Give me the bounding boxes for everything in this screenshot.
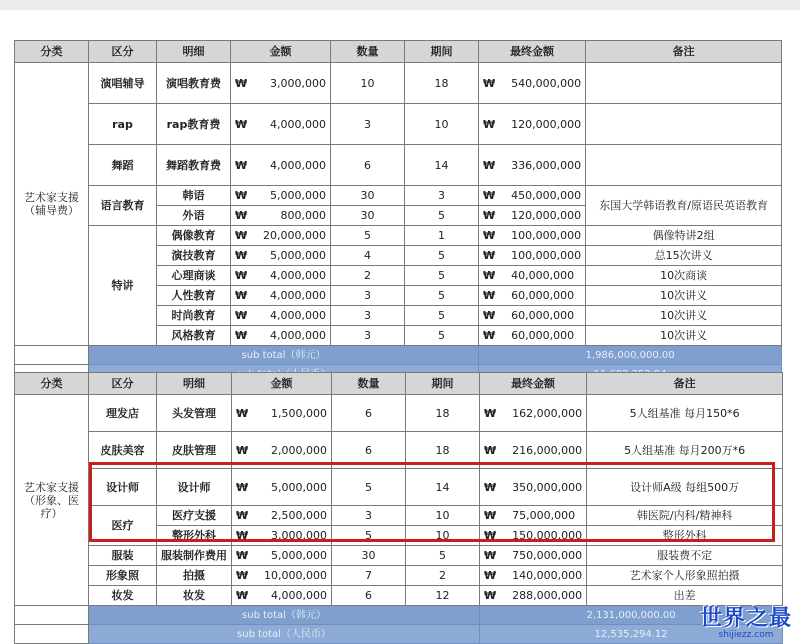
qty-cell: 3 (331, 104, 405, 145)
amount-cell-value: 5,000,000 (271, 480, 327, 494)
currency-symbol: ₩ (483, 269, 496, 282)
final-cell (479, 266, 586, 286)
col-category: 分类 (15, 373, 89, 395)
subtotal-blank (15, 606, 89, 625)
final-cell (479, 206, 586, 226)
currency-symbol: ₩ (236, 480, 249, 494)
amount-cell-value: 4,000,000 (270, 309, 326, 322)
amount-cell-value: 4,000,000 (270, 269, 326, 282)
currency-symbol: ₩ (235, 289, 248, 302)
final-cell-value: 60,000,000 (511, 289, 575, 302)
detail-cell: 皮肤管理 (157, 432, 232, 469)
watermark-title: 世界之最 (699, 606, 792, 631)
period-cell: 5 (405, 266, 479, 286)
final-cell (480, 546, 587, 566)
currency-symbol: ₩ (484, 549, 497, 562)
qty-cell: 30 (332, 546, 406, 566)
currency-symbol: ₩ (235, 249, 248, 262)
subtotal-value: 1,986,000,000.00 (479, 346, 782, 365)
currency-symbol: ₩ (483, 209, 496, 222)
currency-symbol: ₩ (235, 229, 248, 242)
subtotal-row (15, 625, 783, 644)
group-cell: 服装 (89, 546, 157, 566)
qty-cell: 6 (332, 432, 406, 469)
note-cell (586, 63, 782, 104)
note-cell (586, 104, 782, 145)
final-cell (479, 326, 586, 346)
subtotal-value: 12,535,294.12 (480, 625, 783, 644)
detail-cell: 整形外科 (157, 526, 232, 546)
currency-symbol: ₩ (235, 209, 248, 222)
note-cell: 10次商谈 (586, 266, 782, 286)
currency-symbol: ₩ (483, 189, 496, 202)
period-cell: 1 (405, 226, 479, 246)
note-cell: 韩医院/内科/精神科 (587, 506, 783, 526)
qty-cell: 2 (331, 266, 405, 286)
highlight-box (89, 462, 775, 542)
currency-symbol: ₩ (484, 406, 497, 420)
final-cell (479, 306, 586, 326)
qty-cell: 10 (331, 63, 405, 104)
amount-cell (231, 226, 331, 246)
currency-symbol: ₩ (236, 509, 249, 522)
amount-cell (232, 546, 332, 566)
note-cell: 5人组基准 每月200万*6 (587, 432, 783, 469)
qty-cell: 3 (332, 506, 406, 526)
site-watermark (700, 601, 792, 640)
col-period: 期间 (406, 373, 480, 395)
group-cell: rap (89, 104, 157, 145)
final-cell-value: 100,000,000 (511, 249, 582, 262)
currency-symbol: ₩ (483, 158, 496, 172)
note-cell: 出差 (587, 586, 783, 606)
amount-cell (231, 326, 331, 346)
note-cell: 偶像特讲2组 (586, 226, 782, 246)
note-cell: 10次讲义 (586, 306, 782, 326)
currency-symbol: ₩ (483, 249, 496, 262)
currency-symbol: ₩ (483, 117, 496, 131)
detail-cell: 心理商谈 (157, 266, 231, 286)
detail-cell: 时尚教育 (157, 306, 231, 326)
amount-cell-value: 2,500,000 (271, 509, 327, 522)
currency-symbol: ₩ (235, 117, 248, 131)
period-cell: 5 (405, 286, 479, 306)
detail-cell: 演唱教育费 (157, 63, 231, 104)
category-cell: 艺术家支援 （辅导费） (15, 63, 89, 346)
col-note: 备注 (587, 373, 783, 395)
amount-cell-value: 5,000,000 (270, 249, 326, 262)
final-cell-value: 216,000,000 (512, 443, 583, 457)
amount-cell-value: 5,000,000 (270, 189, 326, 202)
col-note: 备注 (586, 41, 782, 63)
amount-cell (231, 206, 331, 226)
final-cell (480, 566, 587, 586)
final-cell-value: 120,000,000 (511, 117, 582, 131)
amount-cell-value: 1,500,000 (271, 406, 327, 420)
qty-cell: 30 (331, 186, 405, 206)
qty-cell: 3 (331, 286, 405, 306)
detail-cell: rap教育费 (157, 104, 231, 145)
table-row (15, 395, 783, 432)
note-cell: 整形外科 (587, 526, 783, 546)
qty-cell: 6 (332, 395, 406, 432)
final-cell (480, 395, 587, 432)
qty-cell: 5 (332, 526, 406, 546)
table-row (15, 226, 782, 246)
qty-cell: 6 (332, 586, 406, 606)
final-cell (479, 104, 586, 145)
note-cell: 5人组基准 每月150*6 (587, 395, 783, 432)
qty-cell: 4 (331, 246, 405, 266)
final-cell-value: 288,000,000 (512, 589, 583, 602)
final-cell-value: 100,000,000 (511, 229, 582, 242)
amount-cell-value: 4,000,000 (271, 589, 327, 602)
note-cell: 总15次讲义 (586, 246, 782, 266)
currency-symbol: ₩ (235, 189, 248, 202)
currency-symbol: ₩ (484, 569, 497, 582)
subtotal-blank (15, 625, 89, 644)
subtotal-label: sub total（人民币） (89, 625, 480, 644)
group-cell: 舞蹈 (89, 145, 157, 186)
period-cell: 5 (406, 546, 480, 566)
qty-cell: 5 (331, 226, 405, 246)
currency-symbol: ₩ (484, 480, 497, 494)
group-cell: 语言教育 (89, 186, 157, 226)
table-row (15, 145, 782, 186)
currency-symbol: ₩ (483, 329, 496, 342)
subtotal-row (15, 606, 783, 625)
col-amount: 金额 (231, 41, 331, 63)
currency-symbol: ₩ (235, 309, 248, 322)
period-cell: 5 (405, 306, 479, 326)
detail-cell: 偶像教育 (157, 226, 231, 246)
amount-cell-value: 5,000,000 (271, 549, 327, 562)
currency-symbol: ₩ (236, 529, 249, 542)
subtotal-blank (15, 346, 89, 365)
detail-cell: 医疗支援 (157, 506, 232, 526)
period-cell: 5 (405, 246, 479, 266)
col-amount: 金额 (232, 373, 332, 395)
amount-cell-value: 4,000,000 (270, 117, 326, 131)
amount-cell (231, 186, 331, 206)
group-cell: 特讲 (89, 226, 157, 346)
note-cell: 服装费不定 (587, 546, 783, 566)
period-cell: 14 (406, 469, 480, 506)
group-cell: 理发店 (89, 395, 157, 432)
period-cell: 10 (406, 526, 480, 546)
currency-symbol: ₩ (235, 329, 248, 342)
final-cell-value: 540,000,000 (511, 76, 582, 90)
currency-symbol: ₩ (235, 158, 248, 172)
detail-cell: 拍摄 (157, 566, 232, 586)
period-cell: 14 (405, 145, 479, 186)
group-cell: 医疗 (89, 506, 157, 546)
currency-symbol: ₩ (484, 589, 497, 602)
note-cell: 设计师A级 每组500万 (587, 469, 783, 506)
note-cell: 10次讲义 (586, 286, 782, 306)
period-cell: 18 (406, 432, 480, 469)
currency-symbol: ₩ (236, 589, 249, 602)
amount-cell-value: 4,000,000 (270, 289, 326, 302)
col-qty: 数量 (332, 373, 406, 395)
amount-cell (231, 63, 331, 104)
period-cell: 5 (405, 326, 479, 346)
final-cell-value: 336,000,000 (511, 158, 582, 172)
table-header-row (15, 41, 782, 63)
final-cell-value: 60,000,000 (511, 329, 575, 342)
detail-cell: 妆发 (157, 586, 232, 606)
col-group: 区分 (89, 41, 157, 63)
currency-symbol: ₩ (483, 309, 496, 322)
currency-symbol: ₩ (484, 529, 497, 542)
final-cell (479, 286, 586, 306)
currency-symbol: ₩ (236, 569, 249, 582)
col-qty: 数量 (331, 41, 405, 63)
detail-cell: 服装制作费用 (157, 546, 232, 566)
final-cell (479, 145, 586, 186)
period-cell: 10 (405, 104, 479, 145)
final-cell (479, 226, 586, 246)
table-row (15, 63, 782, 104)
final-cell (479, 246, 586, 266)
col-group: 区分 (89, 373, 157, 395)
note-cell: 艺术家个人形象照拍摄 (587, 566, 783, 586)
currency-symbol: ₩ (484, 509, 497, 522)
category-cell: 艺术家支援 （形象、医疗） (15, 395, 89, 606)
col-final: 最终金额 (480, 373, 587, 395)
table-row (15, 104, 782, 145)
final-cell (479, 63, 586, 104)
group-cell: 皮肤美容 (89, 432, 157, 469)
currency-symbol: ₩ (484, 443, 497, 457)
period-cell: 18 (406, 395, 480, 432)
col-detail: 明细 (157, 373, 232, 395)
currency-symbol: ₩ (483, 289, 496, 302)
detail-cell: 设计师 (157, 469, 232, 506)
currency-symbol: ₩ (483, 76, 496, 90)
top-strip (0, 0, 800, 10)
period-cell: 18 (405, 63, 479, 104)
final-cell-value: 140,000,000 (512, 569, 583, 582)
col-period: 期间 (405, 41, 479, 63)
subtotal-row (15, 346, 782, 365)
currency-symbol: ₩ (236, 406, 249, 420)
amount-cell (232, 395, 332, 432)
table-row (15, 186, 782, 206)
col-final: 最终金额 (479, 41, 586, 63)
qty-cell: 30 (331, 206, 405, 226)
detail-cell: 头发管理 (157, 395, 232, 432)
amount-cell (232, 586, 332, 606)
note-cell: 东国大学韩语教育/原语民英语教育 (586, 186, 782, 226)
note-cell: 10次讲义 (586, 326, 782, 346)
amount-cell (231, 266, 331, 286)
amount-cell-value: 4,000,000 (270, 329, 326, 342)
table-row (15, 566, 783, 586)
currency-symbol: ₩ (483, 229, 496, 242)
currency-symbol: ₩ (235, 76, 248, 90)
amount-cell-value: 4,000,000 (270, 158, 326, 172)
budget-table-coaching (14, 40, 782, 384)
detail-cell: 人性教育 (157, 286, 231, 306)
col-category: 分类 (15, 41, 89, 63)
subtotal-label: sub total（韩元） (89, 346, 479, 365)
currency-symbol: ₩ (236, 443, 249, 457)
period-cell: 10 (406, 506, 480, 526)
period-cell: 5 (405, 206, 479, 226)
currency-symbol: ₩ (236, 549, 249, 562)
final-cell-value: 450,000,000 (511, 189, 582, 202)
qty-cell: 6 (331, 145, 405, 186)
amount-cell (231, 246, 331, 266)
final-cell-value: 150,000,000 (512, 529, 583, 542)
amount-cell (231, 306, 331, 326)
table-row (15, 546, 783, 566)
detail-cell: 风格教育 (157, 326, 231, 346)
group-cell: 设计师 (89, 469, 157, 506)
period-cell: 3 (405, 186, 479, 206)
final-cell-value: 162,000,000 (512, 406, 583, 420)
amount-cell (231, 104, 331, 145)
final-cell-value: 40,000,000 (511, 269, 575, 282)
detail-cell: 舞蹈教育费 (157, 145, 231, 186)
amount-cell (231, 145, 331, 186)
qty-cell: 3 (331, 326, 405, 346)
table-header-row (15, 373, 783, 395)
watermark-url: shijiezz.com (718, 630, 774, 640)
subtotal-label: sub total（韩元） (89, 606, 480, 625)
qty-cell: 3 (331, 306, 405, 326)
amount-cell-value: 20,000,000 (263, 229, 326, 242)
final-cell (480, 586, 587, 606)
amount-cell (232, 566, 332, 586)
final-cell-value: 60,000,000 (511, 309, 575, 322)
amount-cell-value: 3,000,000 (270, 76, 326, 90)
final-cell-value: 350,000,000 (512, 480, 583, 494)
amount-cell-value: 2,000,000 (271, 443, 327, 457)
final-cell-value: 75,000,000 (512, 509, 576, 522)
final-cell (479, 186, 586, 206)
col-detail: 明细 (157, 41, 231, 63)
group-cell: 妆发 (89, 586, 157, 606)
qty-cell: 5 (332, 469, 406, 506)
final-cell-value: 750,000,000 (512, 549, 583, 562)
table-row (15, 586, 783, 606)
amount-cell (231, 286, 331, 306)
detail-cell: 演技教育 (157, 246, 231, 266)
currency-symbol: ₩ (235, 269, 248, 282)
amount-cell-value: 800,000 (280, 209, 326, 222)
detail-cell: 韩语 (157, 186, 231, 206)
amount-cell-value: 10,000,000 (264, 569, 327, 582)
group-cell: 形象照 (89, 566, 157, 586)
group-cell: 演唱辅导 (89, 63, 157, 104)
final-cell-value: 120,000,000 (511, 209, 582, 222)
amount-cell-value: 3,000,000 (271, 529, 327, 542)
detail-cell: 外语 (157, 206, 231, 226)
qty-cell: 7 (332, 566, 406, 586)
period-cell: 12 (406, 586, 480, 606)
note-cell (586, 145, 782, 186)
subtotal-value: 2,131,000,000.00 (480, 606, 783, 625)
period-cell: 2 (406, 566, 480, 586)
